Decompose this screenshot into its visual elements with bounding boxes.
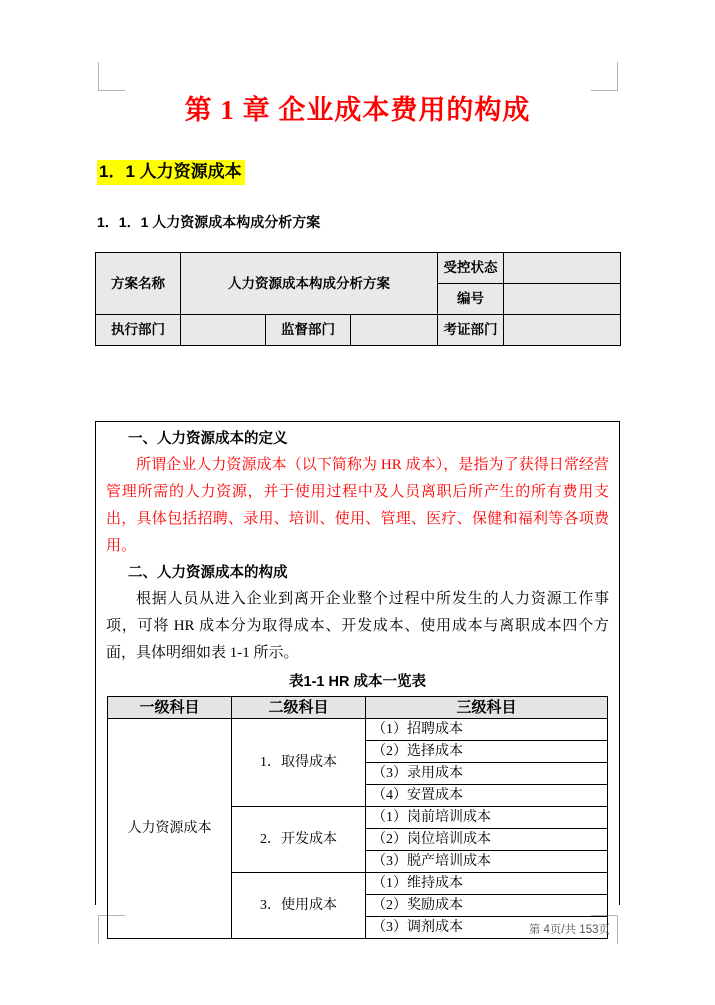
hr-level2-cell-usage: 3．使用成本 [232, 873, 366, 939]
verify-dept-value-text [504, 326, 620, 334]
plan-code-value-text [504, 295, 620, 303]
exec-dept-label-text: 执行部门 [111, 322, 165, 337]
crop-mark-top-left [98, 62, 125, 91]
hr-level3-cell: （2）岗位培训成本 [366, 829, 608, 851]
hr-table-caption: 表1-1 HR 成本一览表 [289, 674, 426, 690]
plan-name-value-text: 人力资源成本构成分析方案 [228, 275, 391, 291]
hr-level3-cell: （1）招聘成本 [366, 719, 608, 741]
exec-dept-label [96, 315, 181, 346]
crop-mark-top-right [591, 62, 618, 91]
plan-name-value [181, 253, 438, 315]
table-row [96, 253, 621, 284]
section-heading-1-1-wrapper [97, 160, 245, 185]
hr-level3-cell: （4）安置成本 [366, 785, 608, 807]
hr-level3-cell: （3）调剂成本 [366, 917, 608, 939]
content-paragraph-two: 根据人员从进入企业到离开企业整个过程中所发生的人力资源工作事项，可将 HR 成本分为取得成本、开发成本、使用成本与离职成本四个方面，具体明细如表 1-1 所示。 [106, 591, 609, 661]
plan-name-label-text: 方案名称 [111, 275, 165, 291]
exec-dept-value-text [181, 326, 265, 334]
plan-code-value[interactable] [504, 284, 621, 315]
content-paragraph-one: 所谓企业人力资源成本（以下简称为 HR 成本），是指为了获得日常经营管理所需的人力资源，并于使用过程中及人员离职后所产生的所有费用支出，具体包括招聘、录用、培训、使用、管理、医疗、保健和福利等各项费用。 [106, 457, 609, 554]
plan-code-label-text: 编号 [457, 291, 485, 306]
hr-level3-cell: （1）岗前培训成本 [366, 807, 608, 829]
hr-table-header-level3: 三级科目 [366, 697, 608, 719]
hr-level1-cell: 人力资源成本 [108, 719, 232, 939]
controlled-status-label-text: 受控状态 [443, 260, 498, 275]
plan-info-table [95, 252, 621, 346]
hr-level3-cell: （2）奖励成本 [366, 895, 608, 917]
hr-level3-cell: （3）录用成本 [366, 763, 608, 785]
controlled-status-value[interactable] [504, 253, 621, 284]
page-footer: 第 4页/共 153页 [528, 924, 610, 936]
controlled-status-label [438, 253, 504, 284]
hr-level3-cell: （2）选择成本 [366, 741, 608, 763]
plan-name-label [96, 253, 181, 315]
exec-dept-value[interactable] [181, 315, 266, 346]
controlled-status-value-text [504, 264, 620, 272]
hr-level2-cell-development: 2．开发成本 [232, 807, 366, 873]
hr-level3-cell: （3）脱产培训成本 [366, 851, 608, 873]
table-row [96, 315, 621, 346]
plan-code-label [438, 284, 504, 315]
hr-table-header-level1: 一级科目 [108, 697, 232, 719]
chapter-title: 第 1 章 企业成本费用的构成 [184, 95, 531, 125]
hr-level2-cell-acquisition: 1．取得成本 [232, 719, 366, 807]
supervise-dept-label [266, 315, 351, 346]
section-heading-1-1: 1．1 人力资源成本 [97, 160, 245, 185]
supervise-dept-value-text [351, 326, 437, 334]
hr-level3-cell: （1）维持成本 [366, 873, 608, 895]
section-heading-1-1-1: 1．1．1 人力资源成本构成分析方案 [97, 214, 321, 230]
verify-dept-label-text: 考证部门 [443, 322, 498, 337]
verify-dept-label [438, 315, 504, 346]
content-heading-one: 一、人力资源成本的定义 [128, 431, 288, 447]
supervise-dept-label-text: 监督部门 [281, 322, 335, 337]
table-row [108, 719, 608, 741]
verify-dept-value[interactable] [504, 315, 621, 346]
hr-table-header-level2: 二级科目 [232, 697, 366, 719]
supervise-dept-value[interactable] [351, 315, 438, 346]
table-header-row [108, 697, 608, 719]
content-heading-two: 二、人力资源成本的构成 [128, 565, 288, 581]
hr-cost-table [107, 696, 608, 939]
